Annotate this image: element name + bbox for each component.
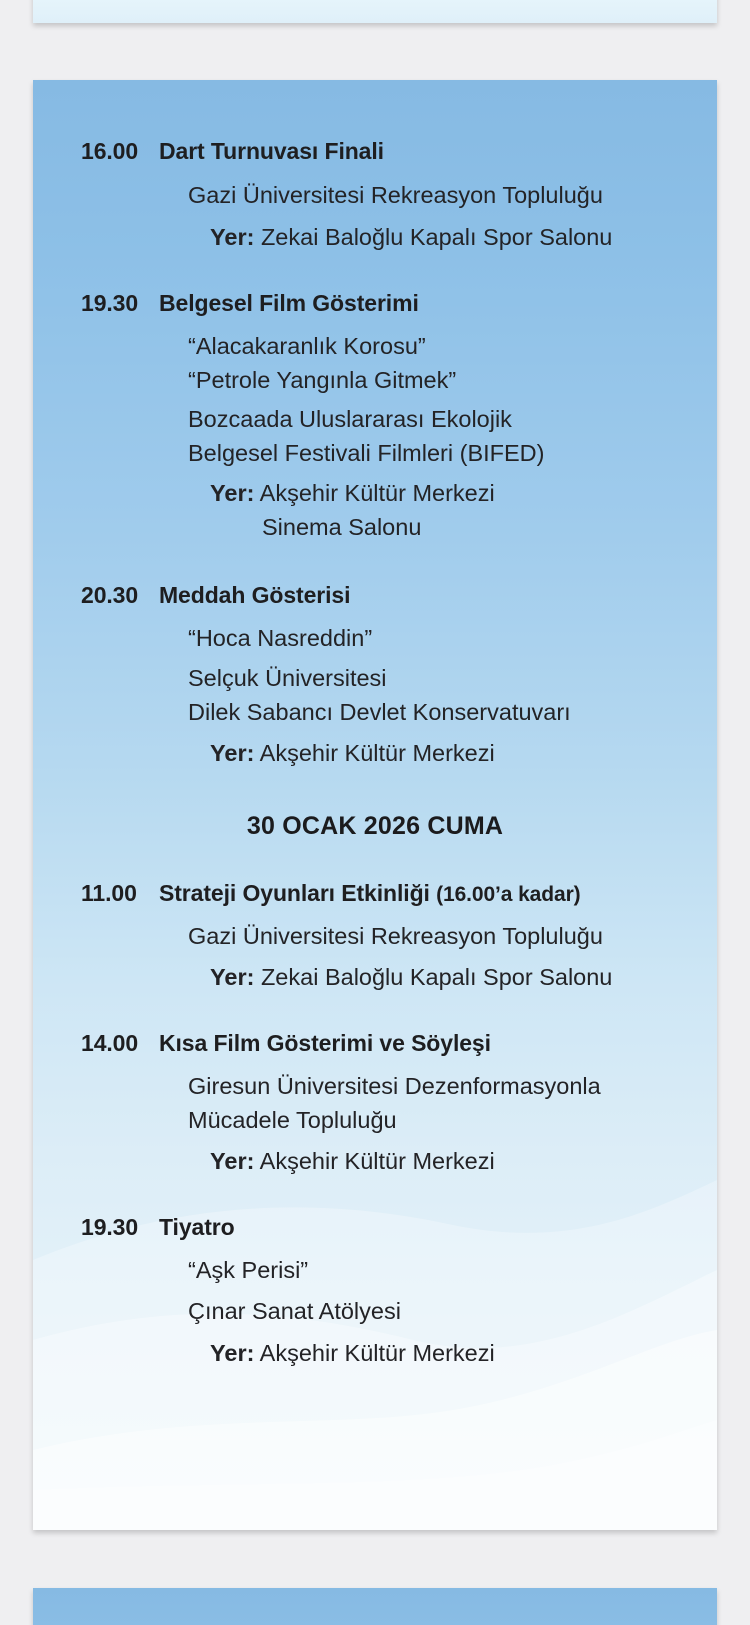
event-venue bbox=[210, 224, 612, 251]
film-title: “Petrole Yangınla Gitmek” bbox=[188, 367, 457, 393]
date-heading: 30 OCAK 2026 CUMA bbox=[246, 812, 504, 840]
event-title: Tiyatro bbox=[159, 1214, 235, 1240]
venue-label: Yer: bbox=[210, 1148, 255, 1174]
venue-label: Yer: bbox=[210, 964, 255, 990]
event-venue bbox=[210, 964, 612, 991]
event-time: 16.00 bbox=[81, 138, 139, 164]
venue-label: Yer: bbox=[210, 480, 255, 506]
venue-name: Akşehir Kültür Merkezi bbox=[259, 1148, 495, 1174]
event-heading bbox=[81, 290, 419, 317]
event-time: 19.30 bbox=[81, 290, 139, 316]
event-heading bbox=[81, 582, 350, 609]
event-time: 11.00 bbox=[81, 880, 137, 906]
event-organizer: Dilek Sabancı Devlet Konservatuvarı bbox=[188, 699, 571, 725]
previous-card bbox=[33, 0, 717, 23]
schedule-content bbox=[33, 80, 717, 1530]
event-organizer: Mücadele Topluluğu bbox=[188, 1107, 397, 1133]
schedule-card bbox=[33, 80, 717, 1530]
event-heading bbox=[81, 880, 581, 907]
event-title: Meddah Gösterisi bbox=[159, 582, 351, 608]
venue-label: Yer: bbox=[210, 224, 255, 250]
play-title: “Aşk Perisi” bbox=[188, 1257, 309, 1283]
film-title: “Alacakaranlık Korosu” bbox=[188, 333, 426, 359]
venue-name: Akşehir Kültür Merkezi bbox=[259, 480, 495, 506]
event-organizer: Çınar Sanat Atölyesi bbox=[188, 1298, 401, 1324]
event-venue bbox=[210, 1340, 495, 1367]
event-heading bbox=[81, 1214, 235, 1241]
venue-name: Zekai Baloğlu Kapalı Spor Salonu bbox=[260, 224, 613, 250]
next-card bbox=[33, 1588, 717, 1625]
event-time: 19.30 bbox=[81, 1214, 139, 1240]
venue-name: Akşehir Kültür Merkezi bbox=[259, 740, 495, 766]
venue-name: Zekai Baloğlu Kapalı Spor Salonu bbox=[260, 964, 613, 990]
event-venue bbox=[210, 740, 495, 767]
event-organizer: Selçuk Üniversitesi bbox=[188, 665, 387, 691]
venue-label: Yer: bbox=[210, 740, 255, 766]
event-heading bbox=[81, 1030, 491, 1057]
event-organizer: Belgesel Festivali Filmleri (BIFED) bbox=[188, 440, 545, 466]
event-organizer: Gazi Üniversitesi Rekreasyon Topluluğu bbox=[188, 923, 603, 949]
event-venue bbox=[210, 480, 495, 507]
event-time: 20.30 bbox=[81, 582, 139, 608]
event-title: Belgesel Film Gösterimi bbox=[159, 290, 419, 316]
event-title: Kısa Film Gösterimi ve Söyleşi bbox=[159, 1030, 491, 1056]
show-title: “Hoca Nasreddin” bbox=[188, 625, 373, 651]
event-organizer: Giresun Üniversitesi Dezenformasyonla bbox=[188, 1073, 601, 1099]
venue-name: Akşehir Kültür Merkezi bbox=[259, 1340, 495, 1366]
venue-label: Yer: bbox=[210, 1340, 255, 1366]
event-organizer: Bozcaada Uluslararası Ekolojik bbox=[188, 406, 512, 432]
event-heading bbox=[81, 138, 384, 165]
venue-hall: Sinema Salonu bbox=[262, 514, 422, 540]
event-time-note: (16.00’a kadar) bbox=[436, 883, 581, 906]
event-title: Dart Turnuvası Finali bbox=[159, 138, 384, 164]
event-title: Strateji Oyunları Etkinliği bbox=[159, 880, 430, 906]
event-organizer: Gazi Üniversitesi Rekreasyon Topluluğu bbox=[188, 182, 603, 208]
event-venue bbox=[210, 1148, 495, 1175]
event-time: 14.00 bbox=[81, 1030, 139, 1056]
